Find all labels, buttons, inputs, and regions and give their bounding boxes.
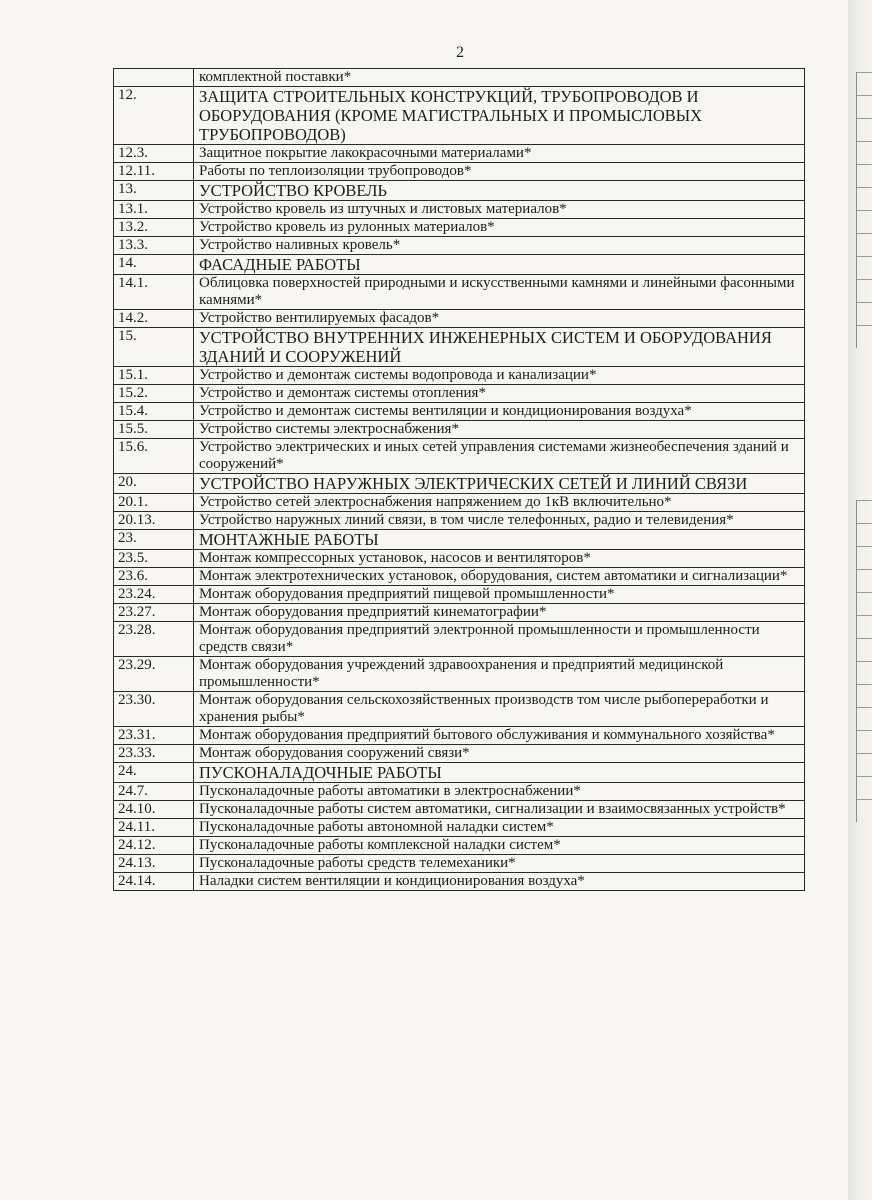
work-type: Монтаж оборудования предприятий пищевой промышленности* [194, 586, 805, 604]
row-number: 24.10. [114, 801, 194, 819]
work-type: Устройство сетей электроснабжения напряжением до 1кВ включительно* [194, 494, 805, 512]
table-row [114, 837, 805, 855]
works-table [113, 68, 805, 891]
work-type: Монтаж оборудования предприятий кинематографии* [194, 604, 805, 622]
row-number: 15.1. [114, 367, 194, 385]
work-type: Защитное покрытие лакокрасочными материалами* [194, 145, 805, 163]
row-number: 15.2. [114, 385, 194, 403]
table-row [114, 568, 805, 586]
section-row [114, 530, 805, 550]
work-type: Устройство наливных кровель* [194, 237, 805, 255]
section-title: ФАСАДНЫЕ РАБОТЫ [194, 255, 805, 275]
row-number: 23.31. [114, 727, 194, 745]
row-number: 15. [114, 328, 194, 367]
work-type: Монтаж электротехнических установок, оборудования, систем автоматики и сигнализации* [194, 568, 805, 586]
table-row [114, 310, 805, 328]
row-number: 12. [114, 87, 194, 145]
row-number: 24.13. [114, 855, 194, 873]
row-number: 14. [114, 255, 194, 275]
table-row [114, 819, 805, 837]
work-type: Монтаж оборудования сооружений связи* [194, 745, 805, 763]
table-row [114, 604, 805, 622]
table-row [114, 163, 805, 181]
table-row [114, 219, 805, 237]
row-number: 20.1. [114, 494, 194, 512]
adjacent-page-table-fragment-lower [856, 500, 872, 822]
page-number: 2 [456, 44, 464, 61]
row-number: 24.14. [114, 873, 194, 891]
work-type: Монтаж оборудования сельскохозяйственных производств том числе рыбопереработки и хранения рыбы* [194, 692, 805, 727]
row-number: 15.6. [114, 439, 194, 474]
row-number: 13. [114, 181, 194, 201]
section-title: ЗАЩИТА СТРОИТЕЛЬНЫХ КОНСТРУКЦИЙ, ТРУБОПРОВОДОВ И ОБОРУДОВАНИЯ (КРОМЕ МАГИСТРАЛЬНЫХ И ПРОМЫСЛОВЫХ ТРУБОПРОВОДОВ) [194, 87, 805, 145]
row-number: 24.12. [114, 837, 194, 855]
section-title: МОНТАЖНЫЕ РАБОТЫ [194, 530, 805, 550]
table-row [114, 201, 805, 219]
work-type: Монтаж оборудования предприятий бытового обслуживания и коммунального хозяйства* [194, 727, 805, 745]
row-number [114, 69, 194, 87]
table-row [114, 145, 805, 163]
table-row [114, 512, 805, 530]
section-row [114, 328, 805, 367]
row-number: 13.2. [114, 219, 194, 237]
section-title: УСТРОЙСТВО ВНУТРЕННИХ ИНЖЕНЕРНЫХ СИСТЕМ И ОБОРУДОВАНИЯ ЗДАНИЙ И СООРУЖЕНИЙ [194, 328, 805, 367]
work-type: Устройство и демонтаж системы вентиляции и кондиционирования воздуха* [194, 403, 805, 421]
row-number: 15.5. [114, 421, 194, 439]
row-number: 23.30. [114, 692, 194, 727]
row-number: 13.1. [114, 201, 194, 219]
table-row [114, 586, 805, 604]
adjacent-page-table-fragment [856, 72, 872, 348]
work-type: Устройство электрических и иных сетей управления системами жизнеобеспечения зданий и сооружений* [194, 439, 805, 474]
work-type: Устройство наружных линий связи, в том числе телефонных, радио и телевидения* [194, 512, 805, 530]
row-number: 23.5. [114, 550, 194, 568]
section-row [114, 255, 805, 275]
table-row [114, 494, 805, 512]
row-number: 24.7. [114, 783, 194, 801]
work-type: Устройство кровель из рулонных материалов* [194, 219, 805, 237]
table-row [114, 745, 805, 763]
table-row [114, 403, 805, 421]
work-type: комплектной поставки* [194, 69, 805, 87]
work-type: Монтаж компрессорных установок, насосов и вентиляторов* [194, 550, 805, 568]
section-title: УСТРОЙСТВО КРОВЕЛЬ [194, 181, 805, 201]
row-number: 23. [114, 530, 194, 550]
table-row [114, 385, 805, 403]
work-type: Облицовка поверхностей природными и искусственными камнями и линейными фасонными камнями* [194, 275, 805, 310]
row-number: 23.6. [114, 568, 194, 586]
row-number: 23.27. [114, 604, 194, 622]
section-row [114, 763, 805, 783]
work-type: Пусконаладочные работы систем автоматики, сигнализации и взаимосвязанных устройств* [194, 801, 805, 819]
table-row [114, 783, 805, 801]
table-row [114, 727, 805, 745]
work-type: Устройство кровель из штучных и листовых материалов* [194, 201, 805, 219]
section-title: УСТРОЙСТВО НАРУЖНЫХ ЭЛЕКТРИЧЕСКИХ СЕТЕЙ И ЛИНИЙ СВЯЗИ [194, 474, 805, 494]
table-row [114, 550, 805, 568]
work-type: Монтаж оборудования учреждений здравоохранения и предприятий медицинской промышленности* [194, 657, 805, 692]
row-number: 23.24. [114, 586, 194, 604]
work-type: Устройство вентилируемых фасадов* [194, 310, 805, 328]
row-number: 12.11. [114, 163, 194, 181]
table-row [114, 622, 805, 657]
table-row [114, 657, 805, 692]
row-number: 23.29. [114, 657, 194, 692]
work-type: Пусконаладочные работы автоматики в электроснабжении* [194, 783, 805, 801]
row-number: 12.3. [114, 145, 194, 163]
section-row [114, 87, 805, 145]
work-type: Монтаж оборудования предприятий электронной промышленности и промышленности средств связи* [194, 622, 805, 657]
row-number: 24. [114, 763, 194, 783]
work-type: Пусконаладочные работы комплексной наладки систем* [194, 837, 805, 855]
section-row [114, 474, 805, 494]
section-title: ПУСКОНАЛАДОЧНЫЕ РАБОТЫ [194, 763, 805, 783]
table-row [114, 69, 805, 87]
section-row [114, 181, 805, 201]
table-row [114, 801, 805, 819]
table-row [114, 439, 805, 474]
row-number: 14.2. [114, 310, 194, 328]
row-number: 13.3. [114, 237, 194, 255]
row-number: 20. [114, 474, 194, 494]
table-row [114, 692, 805, 727]
row-number: 23.33. [114, 745, 194, 763]
work-type: Работы по теплоизоляции трубопроводов* [194, 163, 805, 181]
table-row [114, 421, 805, 439]
work-type: Устройство системы электроснабжения* [194, 421, 805, 439]
table-row [114, 367, 805, 385]
work-type: Пусконаладочные работы автономной наладки систем* [194, 819, 805, 837]
works-table-body [114, 69, 805, 891]
table-row [114, 275, 805, 310]
row-number: 20.13. [114, 512, 194, 530]
row-number: 14.1. [114, 275, 194, 310]
table-row [114, 855, 805, 873]
work-type: Устройство и демонтаж системы водопровода и канализации* [194, 367, 805, 385]
table-row [114, 873, 805, 891]
row-number: 24.11. [114, 819, 194, 837]
work-type: Наладки систем вентиляции и кондиционирования воздуха* [194, 873, 805, 891]
work-type: Устройство и демонтаж системы отопления* [194, 385, 805, 403]
row-number: 23.28. [114, 622, 194, 657]
work-type: Пусконаладочные работы средств телемеханики* [194, 855, 805, 873]
table-row [114, 237, 805, 255]
row-number: 15.4. [114, 403, 194, 421]
